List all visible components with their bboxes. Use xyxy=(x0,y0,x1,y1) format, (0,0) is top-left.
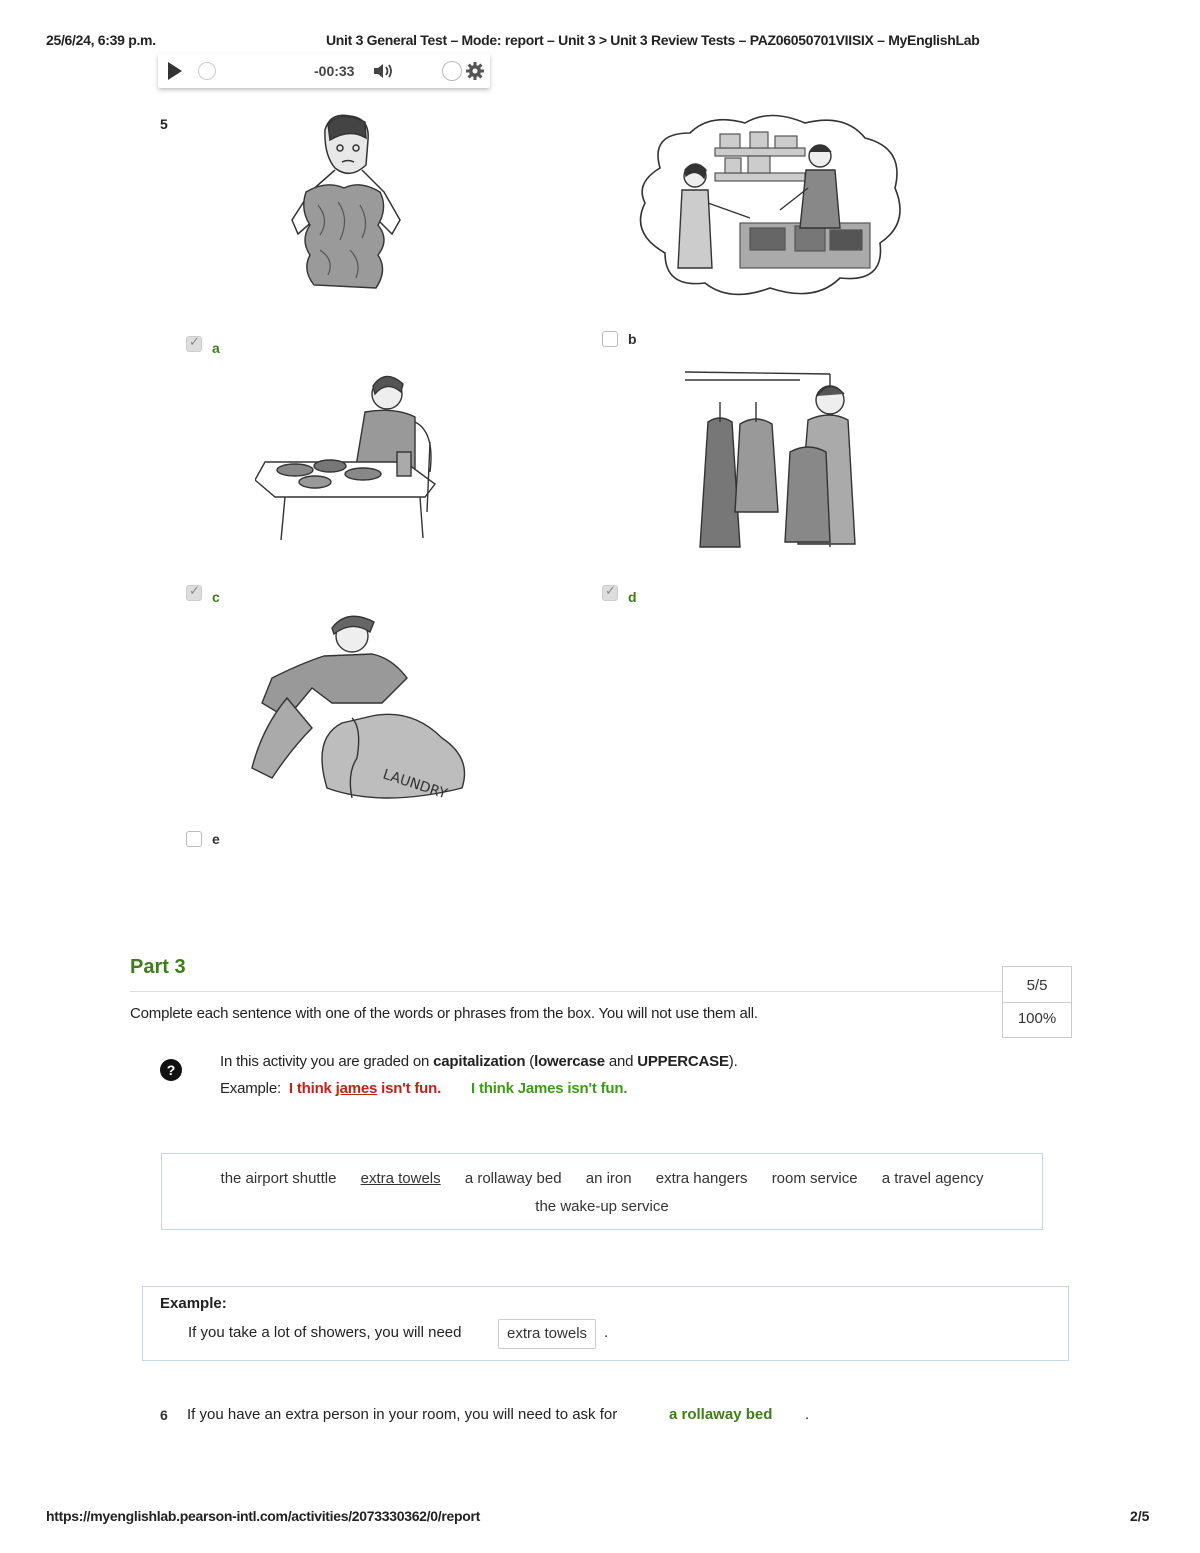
option-d-label: d xyxy=(628,589,637,605)
word-option: the airport shuttle xyxy=(220,1170,337,1187)
option-e-label: e xyxy=(212,831,220,847)
wrinkled-shirt-image xyxy=(280,110,410,300)
example-sentence: If you take a lot of showers, you will need xyxy=(188,1324,462,1341)
question-number: 6 xyxy=(160,1407,168,1423)
option-c-checkbox[interactable] xyxy=(186,585,202,601)
option-c[interactable] xyxy=(186,581,220,605)
loading-ring-icon xyxy=(442,61,462,81)
example-answer-field: extra towels xyxy=(498,1319,596,1349)
help-icon[interactable]: ? xyxy=(160,1059,182,1081)
option-b-checkbox[interactable] xyxy=(602,331,618,347)
laundry-bag-image xyxy=(232,608,472,808)
grading-and: and xyxy=(604,1053,638,1070)
option-a-label: a xyxy=(212,340,220,356)
word-option: an iron xyxy=(585,1170,632,1187)
grading-note xyxy=(220,1053,738,1070)
word-box xyxy=(161,1153,1043,1230)
option-d-checkbox[interactable] xyxy=(602,585,618,601)
example-box xyxy=(142,1286,1069,1361)
word-option: a travel agency xyxy=(881,1170,984,1187)
word-option: extra hangers xyxy=(655,1170,748,1187)
grading-prefix: In this activity you are graded on xyxy=(220,1053,434,1070)
audio-player xyxy=(158,54,490,88)
volume-icon[interactable] xyxy=(373,62,395,80)
grading-capitalization: capitalization xyxy=(433,1053,526,1070)
capitalization-example xyxy=(220,1080,627,1097)
score-box xyxy=(1002,966,1072,1038)
option-b[interactable] xyxy=(602,331,637,347)
audio-time: -00:33 xyxy=(314,63,355,79)
instructions: Complete each sentence with one of the words or phrases from the box. You will not use them all. xyxy=(130,1005,758,1022)
grading-paren-close: ). xyxy=(728,1053,738,1070)
grading-uppercase: UPPERCASE xyxy=(637,1053,729,1070)
grading-lowercase: lowercase xyxy=(534,1053,605,1070)
sentence-period: . xyxy=(805,1406,810,1423)
question-number: 5 xyxy=(160,116,168,132)
dinner-table-image xyxy=(255,362,450,544)
print-title: Unit 3 General Test – Mode: report – Unit 3 > Unit 3 Review Tests – PAZ06050701VIISIX – MyEnglishLab xyxy=(326,32,980,48)
settings-icon[interactable] xyxy=(465,61,485,81)
play-icon[interactable] xyxy=(166,60,184,82)
option-d[interactable] xyxy=(602,581,637,605)
svg-text:LAUNDRY: LAUNDRY xyxy=(380,766,450,803)
word-option-used: extra towels xyxy=(360,1170,441,1187)
option-b-label: b xyxy=(628,331,637,347)
option-e-checkbox[interactable] xyxy=(186,831,202,847)
example-line-label: Example: xyxy=(220,1080,281,1097)
answer-field: a rollaway bed xyxy=(669,1406,773,1423)
option-c-label: c xyxy=(212,589,220,605)
word-option: a rollaway bed xyxy=(464,1170,562,1187)
right-example: I think James isn't fun. xyxy=(471,1080,628,1097)
part-title: Part 3 xyxy=(130,956,186,978)
question-sentence: If you have an extra person in your room, you will need to ask for xyxy=(187,1406,618,1423)
example-heading: Example: xyxy=(160,1295,227,1312)
grading-paren-open: ( xyxy=(525,1053,535,1070)
score-percent: 100% xyxy=(1017,1010,1057,1027)
score-divider xyxy=(1003,1002,1071,1003)
word-box-row xyxy=(162,1170,1042,1187)
option-a-checkbox[interactable] xyxy=(186,336,202,352)
divider xyxy=(130,991,1002,992)
option-a[interactable] xyxy=(186,332,220,356)
option-e[interactable] xyxy=(186,831,220,847)
print-url: https://myenglishlab.pearson-intl.com/activities/2073330362/0/report xyxy=(46,1508,480,1524)
progress-ring-icon xyxy=(198,62,216,80)
store-clerk-image xyxy=(630,108,910,303)
clothing-rack-image xyxy=(680,362,865,552)
wrong-example: I think james isn't fun. xyxy=(288,1080,442,1097)
word-option: room service xyxy=(771,1170,858,1187)
example-period: . xyxy=(604,1324,609,1341)
score-value: 5/5 xyxy=(1026,977,1048,994)
print-date: 25/6/24, 6:39 p.m. xyxy=(46,32,156,48)
word-option: the wake-up service xyxy=(535,1198,669,1215)
page-number: 2/5 xyxy=(1130,1508,1150,1524)
